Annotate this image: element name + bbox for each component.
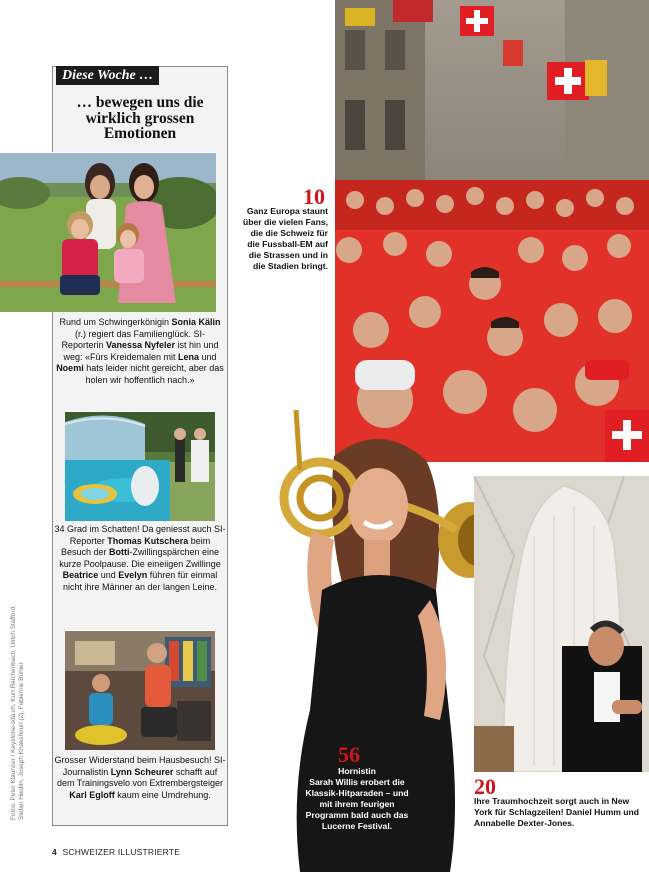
headline-line-3: Emotionen: [103, 125, 177, 142]
pool-caption: 34 Grad im Schatten! Da geniesst auch SI-Reporter Thomas Kutschera beim Besuch der Botti-Zwillingspärchen eine kurze Poolpause. Die eineiigen Zwillinge Beatrice und Evelyn führen für einmal nicht ihre Männer an der langen Leine.: [54, 524, 226, 592]
section-tag: Diese Woche …: [56, 66, 159, 85]
photo-credits: Fotos: Peter Klaunzer / Keystone-sda.ch, Kurt Reichenbach, Ulrich Stafford, Stefan Hiedlin, Joseph Khakshouri (2), Fabienne Bühler: [10, 605, 25, 820]
wedding-photo: [474, 476, 649, 772]
horn-page-number: 56: [338, 742, 360, 767]
family-photo: [0, 152, 216, 312]
pool-photo: [65, 411, 215, 521]
horn-teaser-body: Sarah Willis erobert die Klassik-Hitparaden – und mit ihrem feurigen Programm bald auch das Lucerne Festival.: [305, 777, 409, 831]
page-headline: [52, 95, 228, 142]
fans-teaser-text: Ganz Europa staunt über die vielen Fans, die die Schweiz für die Fussball-EM auf die Strassen und in die Stadien bringt.: [242, 206, 328, 271]
footer-magazine-name: SCHWEIZER ILLUSTRIERTE: [62, 847, 181, 857]
page-footer: [52, 847, 180, 857]
wedding-photo-illustration: [474, 476, 649, 772]
horn-teaser-text: [304, 766, 410, 832]
footer-page-number: 4: [52, 847, 57, 857]
fans-page-number: 10: [303, 184, 325, 209]
family-photo-illustration: [0, 153, 216, 312]
wedding-page-number: 20: [474, 774, 496, 799]
training-photo: [65, 630, 215, 750]
family-caption: Rund um Schwingerkönigin Sonia Kälin (r.) regiert das Familienglück. SI-Reporterin Vanessa Nyfeler ist hin und weg: «Fürs Kreidemalen mit Lena und Noemi hats leider nicht gereicht, aber das holen wir hoffentlich nach.»: [56, 317, 224, 385]
horn-teaser-lead: Hornistin: [338, 766, 376, 776]
headline-line-2: wirklich grossen: [85, 109, 195, 127]
training-caption: Grosser Widerstand beim Hausbesuch! SI-Journalistin Lynn Scheurer schafft auf dem Trainingsvelo von Extrembergsteiger Karl Egloff kaum eine Umdrehung.: [54, 755, 226, 800]
wedding-teaser-text: Ihre Traumhochzeit sorgt auch in New York für Schlagzeilen! Daniel Humm und Annabelle Dexter-Jones.: [474, 796, 640, 828]
headline-line-1: … bewegen uns die: [76, 94, 204, 111]
training-photo-illustration: [65, 631, 215, 750]
pool-photo-illustration: [65, 412, 215, 521]
